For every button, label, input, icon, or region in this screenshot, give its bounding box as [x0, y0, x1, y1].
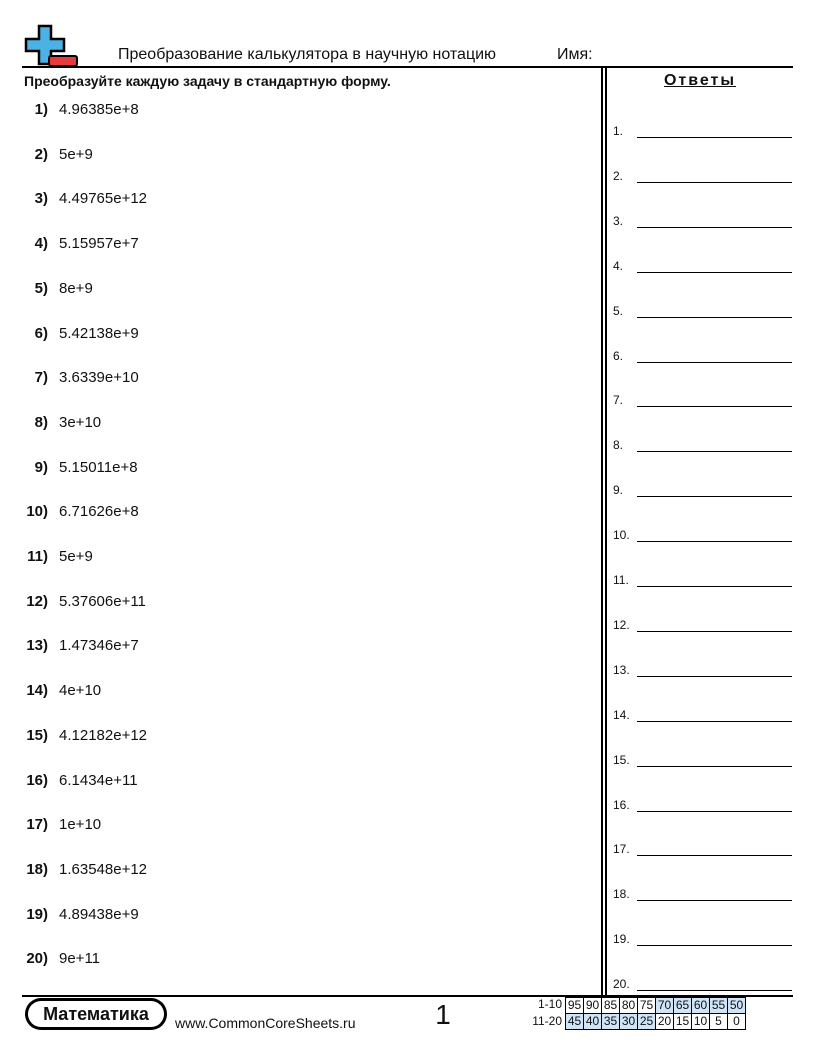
answer-number: 13. — [613, 662, 630, 677]
answer-number: 14. — [613, 707, 630, 722]
score-cell: 70 — [656, 998, 674, 1014]
answer-blank[interactable] — [637, 855, 792, 856]
problem-expression: 6.71626e+8 — [59, 503, 139, 521]
column-divider-left — [601, 68, 603, 995]
problem-number: 6) — [34, 324, 48, 342]
score-cell: 10 — [692, 1014, 710, 1030]
answer-blank[interactable] — [637, 811, 792, 812]
problem-expression: 4e+10 — [59, 682, 102, 700]
answer-blank[interactable] — [637, 631, 792, 632]
answer-blank[interactable] — [637, 272, 792, 273]
answer-number: 12. — [613, 617, 630, 632]
score-row — [566, 998, 746, 1014]
problem-number: 17) — [26, 816, 48, 834]
problem-number: 10) — [26, 503, 48, 521]
problem-number: 13) — [26, 637, 48, 655]
score-row — [566, 1014, 746, 1030]
problem-number: 18) — [26, 860, 48, 878]
answer-number: 20. — [613, 977, 630, 992]
score-cell: 60 — [692, 998, 710, 1014]
problem-expression: 3.6339e+10 — [59, 369, 139, 387]
answer-blank[interactable] — [637, 541, 792, 542]
problem-number: 7) — [34, 369, 48, 387]
page-number: 1 — [435, 999, 451, 1030]
score-row-label: 11-20 — [532, 1014, 562, 1028]
problem-expression: 4.96385e+8 — [59, 101, 139, 118]
problem-number: 2) — [34, 145, 48, 163]
score-table — [565, 997, 746, 1030]
score-cell: 95 — [566, 998, 584, 1014]
score-cell: 90 — [584, 998, 602, 1014]
problem-number: 9) — [34, 458, 48, 476]
score-cell: 80 — [620, 998, 638, 1014]
column-divider-right — [605, 68, 607, 995]
name-label: Имя: — [557, 46, 593, 63]
problem-expression: 4.49765e+12 — [59, 190, 148, 208]
answer-blank[interactable] — [637, 182, 792, 183]
answer-blank[interactable] — [637, 451, 792, 452]
answer-blank[interactable] — [637, 721, 792, 722]
answer-blank[interactable] — [637, 945, 792, 946]
answer-number: 4. — [613, 258, 624, 273]
answer-number: 18. — [613, 887, 630, 902]
answer-blank[interactable] — [637, 586, 792, 587]
problem-number: 20) — [26, 950, 48, 968]
answer-blank[interactable] — [637, 676, 792, 677]
problem-number: 11) — [27, 548, 48, 565]
score-cell: 85 — [602, 998, 620, 1014]
problem-expression: 1.47346e+7 — [59, 637, 139, 655]
score-cell: 30 — [620, 1014, 638, 1030]
answer-blank[interactable] — [637, 362, 792, 363]
problem-expression: 3e+10 — [59, 413, 102, 431]
problem-number: 19) — [26, 905, 48, 923]
brand-label: Математика — [28, 1001, 164, 1027]
answer-blank[interactable] — [637, 317, 792, 318]
score-cell: 0 — [728, 1014, 746, 1030]
answer-blank[interactable] — [637, 137, 792, 138]
problem-expression: 1e+10 — [59, 816, 102, 834]
answer-number: 8. — [613, 438, 624, 453]
problem-number: 14) — [26, 682, 48, 700]
answer-blank[interactable] — [637, 766, 792, 767]
worksheet-title: Преобразование калькулятора в научную нотацию — [118, 46, 497, 63]
answer-blank[interactable] — [637, 990, 792, 991]
answer-number: 6. — [613, 348, 624, 363]
problem-number: 3) — [34, 190, 48, 208]
problem-number: 16) — [26, 771, 48, 789]
score-row-label: 1-10 — [537, 997, 562, 1011]
answer-number: 17. — [613, 842, 630, 857]
answer-number: 19. — [613, 932, 630, 947]
problem-number: 4) — [34, 235, 48, 253]
problem-number: 5) — [34, 279, 48, 297]
answer-blank[interactable] — [637, 496, 792, 497]
problem-number: 12) — [26, 592, 48, 610]
website-link[interactable]: www.CommonCoreSheets.ru — [175, 1015, 356, 1031]
score-cell: 40 — [584, 1014, 602, 1030]
answer-number: 2. — [613, 168, 624, 183]
header-rule — [22, 66, 793, 68]
answer-number: 3. — [613, 213, 624, 228]
score-cell: 75 — [638, 998, 656, 1014]
answer-number: 7. — [613, 393, 624, 408]
problem-expression: 5.15957e+7 — [59, 235, 139, 253]
score-cell: 25 — [638, 1014, 656, 1030]
score-cell: 50 — [728, 998, 746, 1014]
answer-number: 11. — [613, 573, 629, 587]
instructions: Преобразуйте каждую задачу в стандартную форму. — [24, 73, 391, 89]
problem-expression: 5.15011e+8 — [59, 458, 138, 476]
problem-number: 8) — [34, 413, 48, 431]
problem-expression: 5.37606e+11 — [59, 592, 146, 610]
answer-blank[interactable] — [637, 406, 792, 407]
score-cell: 15 — [674, 1014, 692, 1030]
answers-heading: Ответы — [663, 72, 737, 89]
score-cell: 65 — [674, 998, 692, 1014]
problem-expression: 9e+11 — [59, 950, 101, 968]
answer-number: 1. — [613, 124, 624, 138]
answer-number: 16. — [613, 797, 630, 812]
problem-expression: 6.1434e+11 — [59, 771, 138, 789]
score-cell: 20 — [656, 1014, 674, 1030]
problem-expression: 8e+9 — [59, 279, 93, 297]
brand-badge — [25, 998, 167, 1030]
answer-blank[interactable] — [637, 900, 792, 901]
problem-number: 15) — [26, 726, 48, 744]
problem-number: 1) — [34, 101, 48, 118]
answer-blank[interactable] — [637, 227, 792, 228]
answer-number: 10. — [613, 528, 630, 543]
answer-number: 15. — [613, 752, 630, 767]
score-cell: 35 — [602, 1014, 620, 1030]
score-cell: 55 — [710, 998, 728, 1014]
problem-expression: 5.42138e+9 — [59, 324, 139, 342]
score-cell: 5 — [710, 1014, 728, 1030]
answer-number: 9. — [613, 483, 624, 498]
score-cell: 45 — [566, 1014, 584, 1030]
problem-expression: 5e+9 — [59, 145, 93, 163]
problem-expression: 4.12182e+12 — [59, 726, 148, 744]
problem-expression: 4.89438e+9 — [59, 905, 139, 923]
answer-number: 5. — [613, 303, 624, 318]
problem-expression: 1.63548e+12 — [59, 860, 148, 878]
plus-minus-logo-icon — [22, 24, 80, 68]
problem-expression: 5e+9 — [59, 548, 93, 565]
